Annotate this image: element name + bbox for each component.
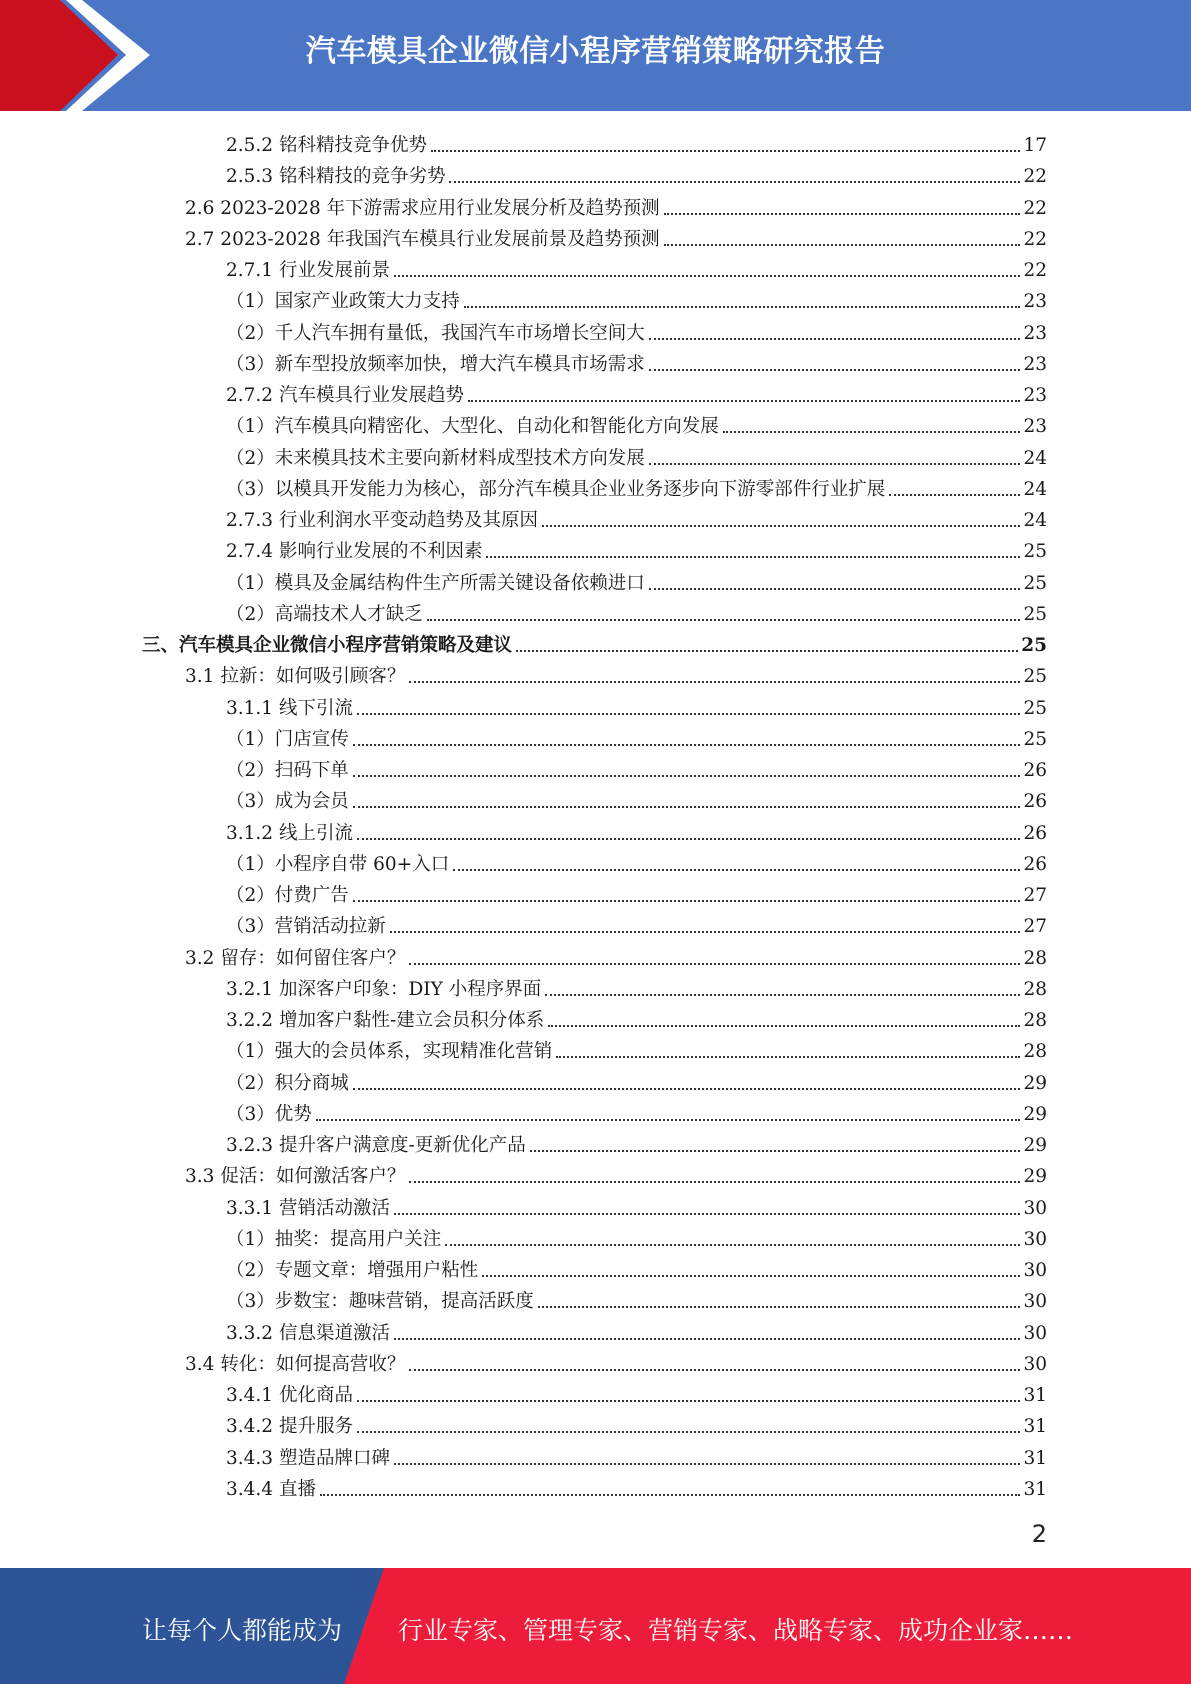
toc-entry-number: （2） [226,603,275,625]
toc-entry-label: 专题文章：增强用户粘性 [274,1260,479,1281]
toc-leader-dots [449,181,1020,183]
toc-entry-label: 小程序自带 60+入口 [274,853,450,875]
toc-entry-number: （1） [226,1228,275,1250]
toc-entry[interactable] [226,1377,1047,1408]
toc-leader-dots [394,1338,1020,1340]
toc-entry-label: 提升客户满意度-更新优化产品 [278,1135,526,1156]
toc-leader-dots [649,463,1021,465]
toc-entry-page: 26 [1023,760,1047,781]
toc-entry[interactable] [226,1408,1047,1439]
toc-entry-page: 25 [1023,666,1047,688]
toc-leader-dots [320,1494,1020,1496]
toc-entry-label: 塑造品牌口碑 [278,1447,390,1469]
toc-entry-page: 25 [1021,635,1047,656]
toc-leader-dots [649,588,1021,590]
toc-entry-number: （3） [226,1291,275,1313]
toc-entry-number: 3.2 [185,947,215,969]
toc-entry[interactable] [226,315,1047,346]
toc-entry-number: （3） [226,478,275,500]
toc-entry[interactable] [226,721,1047,752]
toc-leader-dots [548,1025,1020,1027]
toc-leader-dots [889,494,1020,496]
toc-leader-dots [445,1244,1020,1246]
toc-entry-page: 29 [1023,1072,1047,1094]
toc-entry[interactable] [142,627,1047,658]
toc-entry-number: （2） [226,1072,275,1094]
toc-entry-label: 扫码下单 [274,760,349,781]
toc-leader-dots [516,650,1018,652]
toc-entry-page: 23 [1023,353,1047,375]
toc-entry-number: （1） [226,572,275,594]
toc-entry-number: （1） [226,416,275,438]
toc-entry-number: 2.7.2 [226,385,274,406]
page-number: 2 [1031,1520,1047,1548]
toc-entry-number: 2.7.3 [226,510,274,531]
toc-entry[interactable] [185,221,1047,252]
toc-entry-page: 31 [1023,1447,1047,1469]
toc-entry-label: 促活：如何激活客户？ [220,1166,406,1188]
toc-leader-dots [482,1275,1020,1277]
toc-entry-label: 强大的会员体系，实现精准化营销 [274,1041,553,1063]
toc-entry[interactable] [226,690,1047,721]
toc-leader-dots [486,556,1020,558]
toc-leader-dots [353,806,1021,808]
toc-entry-label: 汽车模具行业发展趋势 [278,385,464,406]
toc-entry-page: 26 [1023,791,1047,813]
toc-entry-label: 汽车模具企业微信小程序营销策略及建议 [179,635,513,656]
toc-entry-label: 直播 [278,1478,316,1500]
toc-entry-label: 加深客户印象：DIY 小程序界面 [278,978,542,1000]
toc-entry-label: 铭科精技的竞争劣势 [278,166,446,188]
toc-entry[interactable] [185,190,1047,221]
toc-leader-dots [357,713,1020,715]
toc-entry-page: 24 [1023,510,1047,531]
toc-entry-page: 24 [1023,447,1047,469]
toc-entry-number: （2） [226,760,275,781]
toc-entry[interactable] [226,252,1047,283]
toc-leader-dots [723,431,1021,433]
toc-entry[interactable] [226,1221,1047,1252]
toc-entry-page: 27 [1023,885,1047,906]
toc-entry-number: 2.5.2 [226,135,274,156]
toc-entry-page: 25 [1023,603,1047,625]
toc-entry-number: （1） [226,853,275,875]
toc-leader-dots [394,1213,1020,1215]
toc-entry-page: 30 [1023,1322,1047,1344]
toc-leader-dots [427,619,1021,621]
toc-entry-number: 2.7 2023-2028 [185,228,321,250]
toc-entry-page: 26 [1023,822,1047,844]
toc-entry[interactable] [226,1471,1047,1502]
toc-entry-label: 提升服务 [278,1416,353,1438]
toc-entry-page: 31 [1023,1478,1047,1500]
toc-entry-page: 23 [1023,322,1047,344]
toc-entry-page: 30 [1023,1228,1047,1250]
toc-entry-number: 3.3.1 [226,1197,274,1219]
toc-entry-page: 23 [1023,385,1047,406]
toc-entry-page: 31 [1023,1416,1047,1438]
toc-entry[interactable] [226,158,1047,189]
toc-entry[interactable] [226,1190,1047,1221]
toc-leader-dots [353,744,1021,746]
toc-entry-number: 2.6 2023-2028 [185,197,321,219]
toc-leader-dots [664,244,1021,246]
toc-entry-number: 3.1.1 [226,697,274,719]
toc-entry[interactable] [226,1002,1047,1033]
toc-entry-label: 优化商品 [278,1385,353,1406]
toc-entry[interactable] [226,1283,1047,1314]
toc-entry-number: 3.2.2 [226,1010,274,1031]
toc-entry-number: （1） [226,728,275,750]
toc-entry[interactable] [226,752,1047,783]
toc-entry-page: 26 [1023,853,1047,875]
toc-entry-label: 营销活动激活 [278,1197,390,1219]
toc-entry-number: （3） [226,791,275,813]
toc-entry[interactable] [226,1252,1047,1283]
toc-entry-label: 营销活动拉新 [274,916,386,938]
toc-entry-page: 22 [1023,228,1047,250]
toc-entry-label: 国家产业政策大力支持 [274,291,460,313]
toc-entry-page: 17 [1023,135,1047,156]
toc-entry-label: 汽车模具向精密化、大型化、自动化和智能化方向发展 [274,416,719,438]
toc-entry-page: 27 [1023,916,1047,938]
toc-entry[interactable] [226,1440,1047,1471]
toc-entry-label: 步数宝：趣味营销，提高活跃度 [274,1291,534,1313]
toc-leader-dots [394,275,1020,277]
toc-leader-dots [409,681,1020,683]
report-title: 汽车模具企业微信小程序营销策略研究报告 [305,34,886,69]
toc-entry-number: 3.4 [185,1353,215,1375]
footer-slogan-left: 让每个人都能成为 [142,1616,343,1645]
toc-entry-page: 22 [1023,166,1047,188]
toc-entry-number: 2.5.3 [226,166,274,188]
toc-entry-number: 3.2.3 [226,1135,274,1156]
toc-entry[interactable] [185,1158,1047,1189]
toc-entry-label: 未来模具技术主要向新材料成型技术方向发展 [274,447,645,469]
page-header [0,0,1191,111]
toc-leader-dots [357,1431,1020,1433]
toc-entry-page: 29 [1023,1166,1047,1188]
toc-entry-number: （2） [226,885,275,906]
toc-entry[interactable] [226,533,1047,564]
toc-entry[interactable] [185,658,1047,689]
toc-entry-number: （2） [226,322,275,344]
toc-leader-dots [431,150,1020,152]
toc-entry-label: 线上引流 [278,822,353,844]
toc-leader-dots [357,1400,1020,1402]
toc-entry-number: 2.7.1 [226,260,274,281]
toc-entry[interactable] [226,127,1047,158]
toc-entry-label: 影响行业发展的不利因素 [278,541,483,563]
toc-leader-dots [649,369,1021,371]
toc-entry[interactable] [226,1127,1047,1158]
toc-entry-page: 28 [1023,1041,1047,1063]
toc-leader-dots [390,931,1021,933]
toc-leader-dots [649,338,1021,340]
toc-entry-label: 门店宣传 [274,728,349,750]
toc-entry-number: （3） [226,353,275,375]
toc-entry-label: 抽奖：提高用户关注 [274,1228,442,1250]
toc-entry-number: （1） [226,291,275,313]
toc-entry-page: 30 [1023,1260,1047,1281]
toc-entry-label: 模具及金属结构件生产所需关键设备依赖进口 [274,572,645,594]
toc-leader-dots [357,838,1020,840]
toc-entry-label: 转化：如何提高营收？ [220,1353,406,1375]
toc-entry-page: 31 [1023,1385,1047,1406]
toc-leader-dots [409,1369,1020,1371]
toc-leader-dots [409,1181,1020,1183]
toc-leader-dots [545,994,1020,996]
toc-entry-number: 3.4.4 [226,1478,274,1500]
toc-entry-number: 3.1.2 [226,822,274,844]
toc-entry-page: 30 [1023,1291,1047,1313]
toc-entry-label: 高端技术人才缺乏 [274,603,423,625]
toc-entry-page: 22 [1023,197,1047,219]
toc-entry[interactable] [226,377,1047,408]
toc-leader-dots [453,869,1020,871]
toc-leader-dots [664,213,1021,215]
toc-entry-number: 三、 [142,635,180,656]
toc-entry-label: 积分商城 [274,1072,349,1094]
toc-entry[interactable] [226,596,1047,627]
toc-entry-label: 拉新：如何吸引顾客？ [220,666,406,688]
toc-entry-number: 3.3 [185,1166,215,1188]
toc-entry[interactable] [226,408,1047,439]
toc-entry-number: （2） [226,447,275,469]
toc-entry-page: 23 [1023,291,1047,313]
toc-entry-page: 22 [1023,260,1047,281]
toc-entry[interactable] [226,502,1047,533]
toc-entry[interactable] [226,471,1047,502]
toc-leader-dots [530,1150,1021,1152]
toc-entry-label: 成为会员 [274,791,349,813]
toc-entry[interactable] [185,940,1047,971]
toc-entry[interactable] [185,1346,1047,1377]
toc-entry[interactable] [226,1096,1047,1127]
toc-leader-dots [542,525,1020,527]
toc-entry-label: 线下引流 [278,697,353,719]
toc-entry-label: 以模具开发能力为核心，部分汽车模具企业业务逐步向下游零部件行业扩展 [274,478,886,500]
toc-entry-label: 年我国汽车模具行业发展前景及趋势预测 [326,228,660,250]
toc-entry[interactable] [226,908,1047,939]
toc-entry-page: 23 [1023,416,1047,438]
toc-entry[interactable] [226,815,1047,846]
toc-leader-dots [556,1056,1020,1058]
toc-entry-number: （3） [226,1103,275,1125]
toc-entry[interactable] [226,283,1047,314]
toc-entry[interactable] [226,1065,1047,1096]
toc-entry-page: 28 [1023,947,1047,969]
toc-leader-dots [353,775,1021,777]
footer-slogan-right: 行业专家、管理专家、营销专家、战略专家、成功企业家…… [398,1616,1074,1645]
toc-leader-dots [353,1088,1021,1090]
toc-entry-page: 29 [1023,1135,1047,1156]
toc-entry[interactable] [226,877,1047,908]
toc-entry-number: （2） [226,1260,275,1281]
toc-leader-dots [394,1463,1020,1465]
toc-entry-label: 铭科精技竞争优势 [278,135,427,156]
toc-entry-page: 28 [1023,978,1047,1000]
toc-entry-label: 行业发展前景 [278,260,390,281]
toc-entry-label: 优势 [274,1103,312,1125]
toc-entry-page: 30 [1023,1197,1047,1219]
toc-leader-dots [464,306,1021,308]
toc-entry[interactable] [226,971,1047,1002]
toc-entry-page: 25 [1023,728,1047,750]
toc-entry-page: 28 [1023,1010,1047,1031]
toc-entry[interactable] [226,846,1047,877]
toc-entry-number: 3.4.1 [226,1385,274,1406]
toc-leader-dots [409,963,1020,965]
toc-entry-page: 25 [1023,697,1047,719]
toc-entry[interactable] [226,440,1047,471]
toc-entry-page: 30 [1023,1353,1047,1375]
toc-entry-number: 3.1 [185,666,215,688]
toc-entry[interactable] [226,783,1047,814]
toc-leader-dots [468,400,1020,402]
toc-entry[interactable] [226,1315,1047,1346]
toc-entry-number: 3.3.2 [226,1322,274,1344]
toc-entry-page: 24 [1023,478,1047,500]
toc-entry-number: 3.2.1 [226,978,274,1000]
toc-leader-dots [316,1119,1021,1121]
toc-entry-label: 行业利润水平变动趋势及其原因 [278,510,538,531]
toc-entry-number: 2.7.4 [226,541,274,563]
toc-entry[interactable] [226,1033,1047,1064]
toc-entry-number: 3.4.2 [226,1416,274,1438]
toc-entry[interactable] [226,565,1047,596]
toc-entry-label: 新车型投放频率加快，增大汽车模具市场需求 [274,353,645,375]
toc-entry-number: 3.4.3 [226,1447,274,1469]
toc-entry-page: 29 [1023,1103,1047,1125]
toc-entry-label: 千人汽车拥有量低，我国汽车市场增长空间大 [274,322,645,344]
toc-leader-dots [353,900,1021,902]
toc-entry-label: 年下游需求应用行业发展分析及趋势预测 [326,197,660,219]
toc-entry-label: 付费广告 [274,885,349,906]
toc-entry-page: 25 [1023,541,1047,563]
page-footer [0,1568,1191,1684]
toc-entry-number: （3） [226,916,275,938]
toc-entry-page: 25 [1023,572,1047,594]
toc-leader-dots [538,1306,1021,1308]
toc-entry-label: 留存：如何留住客户？ [220,947,406,969]
toc-entry[interactable] [226,346,1047,377]
toc-entry-number: （1） [226,1041,275,1063]
toc-entry-label: 信息渠道激活 [278,1322,390,1344]
toc-entry-label: 增加客户黏性-建立会员积分体系 [278,1010,545,1031]
